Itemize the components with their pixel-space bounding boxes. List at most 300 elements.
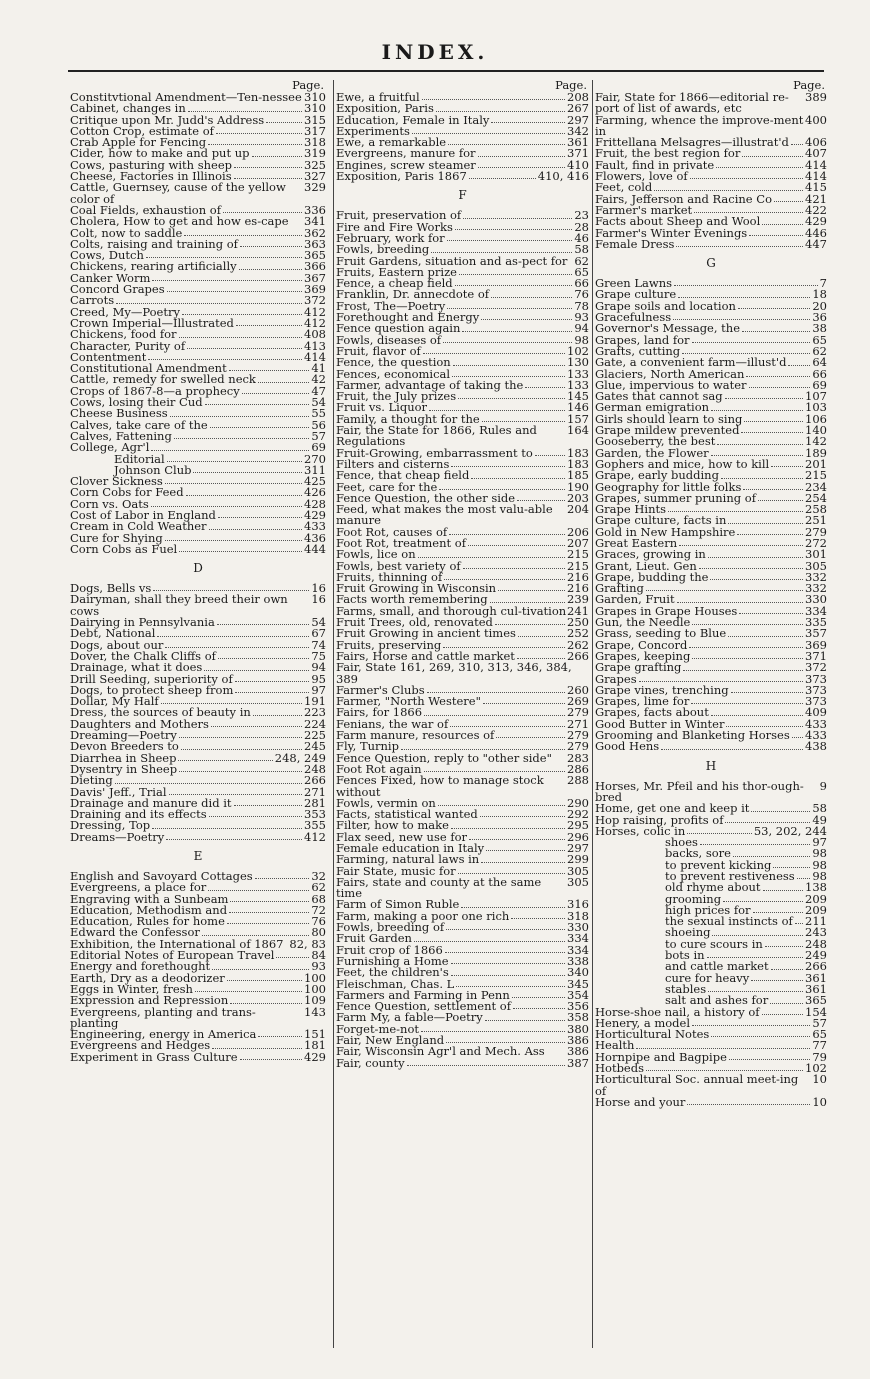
dot-leader xyxy=(450,726,565,727)
dot-leader xyxy=(236,325,302,326)
entry-title: Exhibition, the International of 1867 xyxy=(70,936,284,951)
entry-page: 400 xyxy=(805,112,827,127)
entry-page: 305 xyxy=(567,863,589,878)
entry-title: Carrots xyxy=(70,293,115,308)
entry-title: Henery, a model xyxy=(595,1015,691,1030)
entry-title: Flax seed, new use for xyxy=(336,829,467,844)
entry-page: 317 xyxy=(304,123,326,138)
dot-leader xyxy=(762,1014,804,1015)
entry-title: Cows, Dutch xyxy=(70,248,144,263)
dot-leader xyxy=(716,167,803,168)
entry-page: 279 xyxy=(567,705,589,720)
entry-title: Fairs, state and county at the same time xyxy=(336,874,542,901)
entry-title: Fault, find in private xyxy=(595,157,715,172)
entry-title: Creed, My—Poetry xyxy=(70,304,180,319)
entry-page: 407 xyxy=(805,146,827,161)
entry-page: 57 xyxy=(812,1015,827,1030)
dot-leader xyxy=(458,398,565,399)
entry-page: 335 xyxy=(805,615,827,630)
entry-page: 270 xyxy=(304,451,326,466)
entry-page: 64 xyxy=(812,355,827,370)
entry-page: 216 xyxy=(567,581,589,596)
entry-title: Horses, Mr. Pfeil and his thor-ough-bred xyxy=(595,778,804,804)
entry-page: 362 xyxy=(304,225,326,240)
entry-page: 10 xyxy=(812,1072,827,1087)
entry-page: 97 xyxy=(311,682,326,697)
entry-title: Fence Question, reply to "other side" xyxy=(336,750,552,765)
entry-page: 372 xyxy=(805,660,827,675)
dot-leader xyxy=(692,1025,810,1026)
dot-leader xyxy=(699,568,803,569)
entry-title: Cabinet, changes in xyxy=(70,101,186,116)
index-entry xyxy=(336,425,589,448)
entry-title: Fruit, preservation of xyxy=(336,208,462,223)
dot-leader xyxy=(446,1042,565,1043)
dot-leader xyxy=(677,602,803,603)
entry-page: 444 xyxy=(304,541,326,556)
entry-page: 252 xyxy=(567,626,589,641)
entry-title: Chickens, rearing artificially xyxy=(70,259,237,274)
entry-title: Grass, seeding to Blue xyxy=(595,626,727,641)
entry-title: grooming xyxy=(665,891,722,906)
entry-title: Grant, Lieut. Gen xyxy=(595,558,697,573)
entry-page: 224 xyxy=(304,716,326,731)
entry-page: 357 xyxy=(805,626,827,641)
entry-title: Chickens, food for xyxy=(70,327,177,342)
entry-title: Grape culture, facts in xyxy=(595,513,727,528)
dot-leader xyxy=(461,907,565,908)
entry-title: Frost, The—Poetry xyxy=(336,298,446,313)
dot-leader xyxy=(230,1003,302,1004)
dot-leader xyxy=(453,365,565,366)
entry-page: 371 xyxy=(805,648,827,663)
entry-title: Franklin, Dr. annecdote of xyxy=(336,287,490,302)
entry-title: Health xyxy=(595,1038,635,1053)
entry-title: Farmers and Farming in Penn xyxy=(336,987,510,1002)
dot-leader xyxy=(229,370,310,371)
dot-leader xyxy=(791,144,803,145)
entry-page: 77 xyxy=(812,1038,827,1053)
entry-page: 72 xyxy=(311,902,326,917)
dot-leader xyxy=(165,647,309,648)
entry-title: Farm, making a poor one rich xyxy=(336,908,510,923)
dot-leader xyxy=(498,590,565,591)
dot-leader xyxy=(717,444,803,445)
entry-title: Fruit Garden xyxy=(336,931,412,946)
dot-leader xyxy=(733,856,810,857)
entry-page: 369 xyxy=(304,282,326,297)
entry-title: Debt, National xyxy=(70,626,156,641)
entry-page: 143 xyxy=(304,1004,326,1019)
top-rule xyxy=(68,70,824,72)
index-entry xyxy=(595,823,827,838)
entry-page: 140 xyxy=(805,423,827,438)
entry-title: Fair, New England xyxy=(336,1033,445,1048)
dot-leader xyxy=(443,342,572,343)
entry-title: Flowers, love of xyxy=(595,169,688,184)
dot-leader xyxy=(444,579,565,580)
dot-leader xyxy=(230,901,309,902)
section-letter: H xyxy=(705,758,717,773)
entry-page: 183 xyxy=(567,445,589,460)
index-entry xyxy=(595,778,827,804)
entry-title: Fruit, flavor of xyxy=(336,343,421,358)
entry-page: 58 xyxy=(574,242,589,257)
dot-leader xyxy=(687,1104,810,1105)
entry-title: Governor's Message, the xyxy=(595,321,741,336)
entry-title: Grape mildew prevented xyxy=(595,423,740,438)
entry-title: Fruit Gardens, situation and as-pect for xyxy=(336,253,568,268)
entry-page: 353 xyxy=(304,807,326,822)
entry-page: 297 xyxy=(567,841,589,855)
entry-page: 42 xyxy=(311,372,326,387)
dot-leader xyxy=(116,303,302,304)
entry-title: Feed, what makes the most valu-able manure xyxy=(336,502,553,528)
entry-page: 189 xyxy=(805,445,827,460)
entry-title: Grapes, summer pruning of xyxy=(595,490,756,505)
entry-title: Fair State, music for xyxy=(336,863,456,878)
entry-title: Garden, Fruit xyxy=(595,592,675,607)
entry-page: 98 xyxy=(812,869,827,883)
entry-page: 94 xyxy=(574,321,589,336)
dot-leader xyxy=(708,991,803,992)
index-entry xyxy=(70,1004,326,1030)
dot-leader xyxy=(240,246,302,247)
dot-leader xyxy=(169,794,303,795)
entry-page: 151 xyxy=(304,1027,326,1042)
index-entry xyxy=(595,236,827,251)
entry-page: 49 xyxy=(812,812,827,827)
entry-page: 410 xyxy=(567,157,589,172)
entry-title: old rhyme about xyxy=(665,880,761,895)
entry-page: 367 xyxy=(304,270,326,285)
entry-page: 415 xyxy=(805,180,827,195)
entry-title: Grape, early budding xyxy=(595,468,719,483)
section-letter: D xyxy=(193,561,203,576)
dot-leader xyxy=(157,636,309,637)
entry-page: 201 xyxy=(805,456,827,471)
entry-title: Engineering, energy in America xyxy=(70,1027,257,1042)
entry-title: Gun, the Needle xyxy=(595,615,691,630)
entry-page: 69 xyxy=(812,377,827,392)
entry-page: 251 xyxy=(805,513,827,528)
entry-page: 387 xyxy=(567,1055,589,1070)
entry-page: 95 xyxy=(311,671,326,686)
entry-page: 107 xyxy=(805,389,827,404)
entry-page: 41 xyxy=(311,361,326,376)
entry-page: 102 xyxy=(805,1061,827,1076)
entry-title: Evergreens, a place for xyxy=(70,880,207,895)
dot-leader xyxy=(725,822,810,823)
dot-leader xyxy=(205,404,310,405)
entry-page: 426 xyxy=(304,485,326,500)
entry-title: Fences Fixed, how to manage stock without xyxy=(336,773,544,799)
dot-leader xyxy=(458,873,565,874)
dot-leader xyxy=(182,314,302,315)
entry-title: to prevent restiveness xyxy=(665,869,795,883)
dot-leader xyxy=(661,749,803,750)
entry-title: Dairying in Pennsylvania xyxy=(70,615,215,630)
entry-title: Fire and Fire Works xyxy=(336,219,453,234)
entry-title: Concord Grapes xyxy=(70,282,165,297)
entry-page: 319 xyxy=(304,146,326,161)
dot-leader xyxy=(710,579,803,580)
entry-page: 413 xyxy=(304,338,326,353)
dot-leader xyxy=(443,647,565,648)
section-letter: F xyxy=(458,188,467,203)
entry-page: 410, 416 xyxy=(537,169,589,184)
entry-page: 297 xyxy=(567,112,589,127)
entry-title: Filter, how to make xyxy=(336,818,449,833)
entry-title: Canker Worm xyxy=(70,270,151,285)
dot-leader xyxy=(490,602,565,603)
entry-page: 93 xyxy=(574,310,589,325)
dot-leader xyxy=(746,376,810,377)
dot-leader xyxy=(737,534,803,535)
entry-title: Grape vines, trenching xyxy=(595,682,729,697)
dot-leader xyxy=(165,483,302,484)
dot-leader xyxy=(771,466,803,467)
dot-leader xyxy=(482,421,565,422)
dot-leader xyxy=(469,178,536,179)
dot-leader xyxy=(674,285,818,286)
entry-title: Editorial xyxy=(114,451,165,466)
entry-page: 412 xyxy=(304,829,326,844)
entry-title: Experiments xyxy=(336,123,410,138)
dot-leader xyxy=(711,1036,810,1037)
entry-page: 269 xyxy=(567,694,589,709)
dot-leader xyxy=(694,212,803,213)
entry-page: 366 xyxy=(304,259,326,274)
entry-title: Cost of Labor in England xyxy=(70,507,216,522)
dot-leader xyxy=(744,421,803,422)
entry-page: 266 xyxy=(567,648,589,663)
entry-page: 332 xyxy=(805,581,827,596)
index-entry xyxy=(595,741,827,752)
entry-page: 84 xyxy=(311,948,326,963)
entry-page: 98 xyxy=(812,846,827,861)
dot-leader xyxy=(212,1048,302,1049)
entry-page: 66 xyxy=(812,366,827,381)
dot-leader xyxy=(276,957,309,958)
entry-title: Davis' Jeff., Trial xyxy=(70,784,167,799)
entry-page: 316 xyxy=(567,897,589,912)
dot-leader xyxy=(227,980,302,981)
index-entry xyxy=(336,874,589,901)
entry-page: 203 xyxy=(567,490,589,505)
dot-leader xyxy=(153,590,309,591)
dot-leader xyxy=(729,1059,810,1060)
entry-title: Glaciers, North American xyxy=(595,366,745,381)
entry-title: Engines, screw steamer xyxy=(336,157,476,172)
entry-title: Farmer's Winter Evenings xyxy=(595,225,748,240)
dot-leader xyxy=(480,816,565,817)
dot-leader xyxy=(451,828,565,829)
entry-title: Cream in Cold Weather xyxy=(70,519,207,534)
entry-title: shoeing xyxy=(665,925,711,940)
index-entry xyxy=(70,451,326,466)
entry-page: 334 xyxy=(567,942,589,957)
entry-page: 62 xyxy=(812,343,827,358)
entry-title: Crops of 1867-8—a prophecy xyxy=(70,383,240,398)
entry-title: Expression and Repression xyxy=(70,993,229,1008)
entry-page: 204 xyxy=(567,502,589,517)
dot-leader xyxy=(511,918,565,919)
entry-title: Fenians, the war of xyxy=(336,716,449,731)
entry-title: Green Lawns xyxy=(595,276,673,291)
entry-title: high prices for xyxy=(665,902,751,917)
entry-title: Fowls, diseases of xyxy=(336,332,442,347)
dot-leader xyxy=(700,844,810,845)
entry-title: Constitutional Amendment xyxy=(70,361,227,376)
dot-leader xyxy=(208,890,309,891)
index-column-2 xyxy=(333,80,589,1348)
dot-leader xyxy=(692,658,803,659)
entry-title: Cheese, Factories in Illinois xyxy=(70,169,232,184)
index-entry xyxy=(70,594,326,617)
dot-leader xyxy=(407,1065,565,1066)
entry-title: Glue, impervious to water xyxy=(595,377,747,392)
entry-title: Devon Breeders to xyxy=(70,739,179,754)
dot-leader xyxy=(711,410,803,411)
entry-page: 373 xyxy=(805,682,827,697)
entry-page: 154 xyxy=(805,1004,827,1019)
entry-page: 146 xyxy=(567,400,589,415)
entry-title: Fowls, breeding of xyxy=(336,920,445,935)
entry-title: Grape soils and location xyxy=(595,298,736,313)
entry-title: Fair, Wisconsin Agr'l and Mech. Ass xyxy=(336,1044,545,1059)
entry-title: Female Dress xyxy=(595,236,675,251)
entry-title: Corn Cobs as Fuel xyxy=(70,541,178,556)
entry-page: 354 xyxy=(567,987,589,1002)
dot-leader xyxy=(451,466,565,467)
dot-leader xyxy=(788,365,810,366)
entry-title: Good Butter in Winter xyxy=(595,716,725,731)
entry-title: Female education in Italy xyxy=(336,841,485,855)
entry-title: stables xyxy=(665,981,707,996)
entry-title: Fair, county xyxy=(336,1055,405,1070)
entry-page: 260 xyxy=(567,682,589,697)
dot-leader xyxy=(161,703,302,704)
dot-leader xyxy=(424,771,566,772)
entry-title: Dreams—Poetry xyxy=(70,829,165,844)
entry-page: 406 xyxy=(805,135,827,150)
entry-title: Character, Purity of xyxy=(70,338,186,353)
dot-leader xyxy=(242,393,310,394)
entry-page: 336 xyxy=(304,202,326,217)
entry-title: Eggs in Winter, fresh xyxy=(70,981,193,996)
entry-title: Frittellana Melsagres—illustrat'd xyxy=(595,135,789,150)
dot-leader xyxy=(208,144,302,145)
entry-page: 266 xyxy=(304,773,326,788)
entry-page: 266 xyxy=(805,959,827,974)
entry-page: 361 xyxy=(805,981,827,996)
entry-page: 75 xyxy=(311,648,326,663)
entry-title: Corn vs. Oats xyxy=(70,496,149,511)
entry-title: cure for heavy xyxy=(665,970,750,985)
entry-page: 100 xyxy=(304,981,326,996)
entry-page: 373 xyxy=(805,671,827,686)
entry-title: Dogs, about our xyxy=(70,637,164,652)
entry-page: 20 xyxy=(812,298,827,313)
entry-page: 69 xyxy=(311,440,326,455)
dot-leader xyxy=(797,878,811,879)
entry-page: 130 xyxy=(567,355,589,370)
entry-page: 215 xyxy=(805,468,827,483)
entry-page: 329 xyxy=(304,180,326,195)
dot-leader xyxy=(234,167,302,168)
dot-leader xyxy=(258,1036,302,1037)
entry-page: 279 xyxy=(567,728,589,743)
entry-page: 82, 83 xyxy=(289,936,326,951)
entry-page: 243 xyxy=(805,925,827,940)
entry-title: Fair, the State for 1866, Rules and Regulations xyxy=(336,423,537,449)
dot-leader xyxy=(691,703,803,704)
dot-leader xyxy=(708,557,803,558)
dot-leader xyxy=(765,946,803,947)
entry-title: Horse-shoe nail, a history of xyxy=(595,1004,760,1019)
entry-page: 254 xyxy=(805,490,827,505)
entry-title: Fowls, breeding xyxy=(336,242,430,257)
index-entry xyxy=(70,829,326,844)
dot-leader xyxy=(170,416,310,417)
entry-title: Dieting xyxy=(70,773,113,788)
entry-title: Family, a thought for the xyxy=(336,411,480,426)
entry-title: Farm My, a fable—Poetry xyxy=(336,1010,483,1025)
entry-page: 422 xyxy=(805,202,827,217)
entry-title: Grafting xyxy=(595,581,644,596)
entry-title: Corn Cobs for Feed xyxy=(70,485,184,500)
entry-title: Fairs, for 1866 xyxy=(336,705,423,720)
entry-page: 248 xyxy=(304,761,326,776)
entry-page: 109 xyxy=(304,993,326,1008)
dot-leader xyxy=(711,715,803,716)
dot-leader xyxy=(741,432,803,433)
dot-leader xyxy=(683,670,803,671)
entry-page: 433 xyxy=(805,716,827,731)
entry-title: Cattle, Guernsey, cause of the yellow color of xyxy=(70,180,286,206)
index-column-3 xyxy=(592,80,827,1348)
entry-page: 305 xyxy=(567,874,589,889)
entry-page: 209 xyxy=(805,891,827,906)
entry-page: 138 xyxy=(805,880,827,895)
entry-page: 361 xyxy=(805,970,827,985)
dot-leader xyxy=(749,235,803,236)
entry-page: 283 xyxy=(567,750,589,765)
dot-leader xyxy=(204,670,309,671)
entry-page: 386 xyxy=(567,1033,589,1048)
entry-page: 356 xyxy=(567,999,589,1014)
entry-title: Cattle, remedy for swelled neck xyxy=(70,372,256,387)
entry-page: 94 xyxy=(311,660,326,675)
entry-page: 102 xyxy=(567,343,589,358)
dot-leader xyxy=(728,636,803,637)
entry-title: Constitvtional Amendment—Ten-nessee xyxy=(70,90,302,104)
entry-title: Drill Seeding, superiority of xyxy=(70,671,233,686)
dot-leader xyxy=(535,455,565,456)
entry-page: 190 xyxy=(567,479,589,494)
dot-leader xyxy=(436,111,565,112)
entry-title: Evergreens and Hedges xyxy=(70,1038,211,1053)
entry-title: Colt, now to saddle xyxy=(70,225,183,240)
dot-leader xyxy=(234,178,302,179)
entry-title: and cattle market xyxy=(665,959,769,974)
entry-title: Horse and your xyxy=(595,1094,686,1109)
dot-leader xyxy=(418,557,565,558)
dot-leader xyxy=(646,590,803,591)
dot-leader xyxy=(217,624,310,625)
entry-page: 429 xyxy=(304,507,326,522)
